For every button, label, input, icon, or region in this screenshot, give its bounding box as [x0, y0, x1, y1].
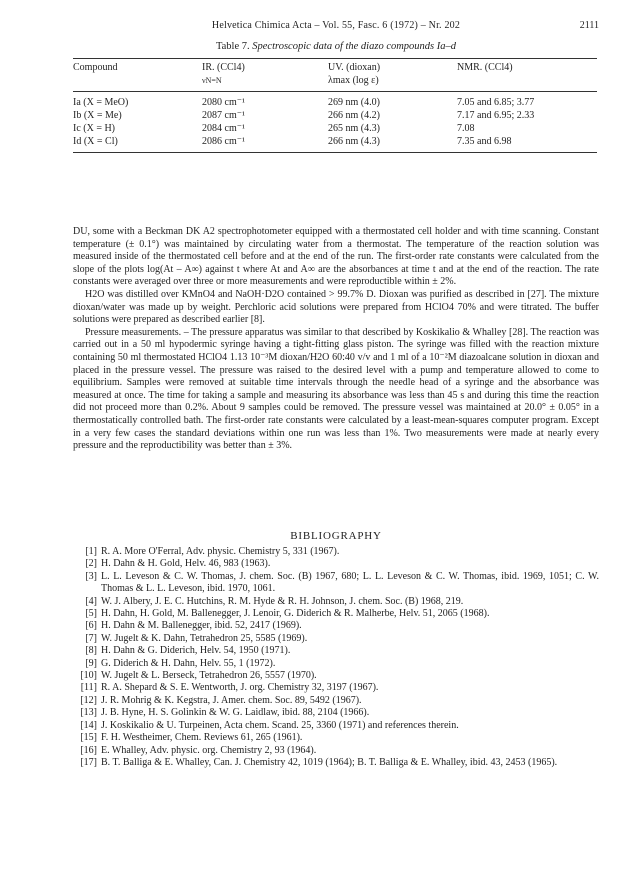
reference-number: [17]: [80, 756, 97, 768]
reference-number: [13]: [80, 707, 97, 719]
table-row: [73, 96, 597, 109]
bibliography-entry: [73, 658, 599, 670]
cell-ir: 2086 cm⁻¹: [202, 136, 245, 147]
cell-compound: Ib (X = Me): [73, 110, 122, 121]
table-bottom-rule: [73, 152, 597, 153]
table-caption-prefix: Table 7.: [215, 41, 250, 52]
bibliography-entry: [73, 571, 599, 596]
running-header: [73, 20, 599, 34]
reference-number: [8]: [85, 645, 97, 657]
cell-ir: 2084 cm⁻¹: [202, 123, 245, 134]
bibliography-entry: [73, 757, 599, 769]
table-header-row: [73, 61, 597, 74]
cell-nmr: 7.08: [457, 123, 475, 134]
bibliography-entry: [73, 645, 599, 657]
reference-text: R. A. Shepard & S. E. Wentworth, J. org. Chemistry 32, 3197 (1967).: [101, 682, 379, 694]
bibliography-entry: [73, 707, 599, 719]
reference-text: L. L. Leveson & C. W. Thomas, J. chem. Soc. (B) 1967, 680; L. L. Leveson & C. W. Thomas, ibid. 1969, 1051; C. W. Thomas & L. L. Leveson, ibid. 1970, 1061.: [101, 570, 599, 595]
bibliography-entry: [73, 596, 599, 608]
running-head: Helvetica Chimica Acta – Vol. 55, Fasc. 6 (1972) – Nr. 202: [211, 20, 461, 31]
bibliography-entry: [73, 558, 599, 570]
bibliography-entry: [73, 546, 599, 558]
table-caption: [73, 41, 599, 52]
reference-number: [15]: [80, 732, 97, 744]
cell-compound: Id (X = Cl): [73, 136, 118, 147]
reference-text: W. J. Albery, J. E. C. Hutchins, R. M. Hyde & R. H. Johnson, J. chem. Soc. (B) 1968, 219.: [101, 595, 464, 607]
bibliography-entry: [73, 682, 599, 694]
reference-number: [2]: [85, 558, 97, 570]
header-nmr: NMR. (CCl4): [457, 62, 513, 73]
bibliography-entry: [73, 732, 599, 744]
cell-nmr: 7.17 and 6.95; 2.33: [457, 110, 535, 121]
reference-text: G. Diderich & H. Dahn, Helv. 55, 1 (1972).: [101, 657, 276, 669]
reference-text: H. Dahn & M. Ballenegger, ibid. 52, 2417 (1969).: [101, 620, 302, 632]
reference-number: [1]: [85, 546, 97, 557]
cell-uv: 266 nm (4.2): [328, 110, 380, 121]
page-number: 2111: [579, 20, 599, 31]
paragraph-2: H2O was distilled over KMnO4 and NaOH·D2O contained > 99.7% D. Dioxan was purified as described in [27]. The mixture dioxan/water was made up by weight. Perchloric acid solutions were prepared from HClO4 70% and were titrated. The buffer solutions were prepared as described earlier [8].: [73, 288, 599, 326]
reference-number: [6]: [85, 620, 97, 632]
reference-number: [4]: [85, 595, 97, 607]
reference-number: [9]: [85, 657, 97, 669]
reference-text: H. Dahn & G. Diderich, Helv. 54, 1950 (1971).: [101, 645, 291, 657]
cell-uv: 265 nm (4.3): [328, 123, 380, 134]
reference-text: B. T. Balliga & E. Whalley, Can. J. Chemistry 42, 1019 (1964); B. T. Balliga & E. Whalley, ibid. 43, 2453 (1965).: [101, 756, 558, 768]
cell-uv: 269 nm (4.0): [328, 97, 380, 108]
bibliography-entry: [73, 670, 599, 682]
paragraph-1: DU, some with a Beckman DK A2 spectrophotometer equipped with a thermostated cell holder and with time scanning. Constant temperature (± 0.1°) was maintained by circulating water from a thermostat. The temperature of the reaction solution was measured inside of the thermostated cell before and at the end of the run. The first-order rate constants were calculated from the slope of the plots log(At – A∞) against t where At and A∞ are the absorbances at time t and at the end of the reaction. The rate constants were averaged over three or more measurements and were reproductible within ± 2%.: [73, 226, 599, 288]
bibliography-entry: [73, 633, 599, 645]
table-header-rule: [73, 91, 597, 92]
reference-number: [7]: [85, 632, 97, 644]
bibliography-entry: [73, 720, 599, 732]
table-caption-title: Spectroscopic data of the diazo compounds Ia–d: [252, 41, 457, 52]
header-ir: IR. (CCl4): [202, 62, 245, 73]
bibliography-list: [73, 546, 599, 769]
table-header: [73, 61, 597, 87]
body-text: [73, 226, 599, 453]
reference-number: [11]: [80, 682, 97, 694]
reference-text: R. A. More O'Ferral, Adv. physic. Chemistry 5, 331 (1967).: [101, 546, 340, 557]
bibliography-entry: [73, 620, 599, 632]
cell-ir: 2080 cm⁻¹: [202, 97, 245, 108]
reference-text: E. Whalley, Adv. physic. org. Chemistry 2, 93 (1964).: [101, 744, 317, 756]
bibliography-entry: [73, 745, 599, 757]
reference-number: [12]: [80, 694, 97, 706]
cell-compound: Ia (X = MeO): [73, 97, 129, 108]
reference-text: W. Jugelt & L. Berseck, Tetrahedron 26, 5557 (1970).: [101, 670, 317, 682]
table-subheader-row: [73, 74, 597, 87]
cell-nmr: 7.05 and 6.85; 3.77: [457, 97, 535, 108]
table-body: [73, 96, 597, 148]
header-ir-sub: νN=N: [202, 76, 222, 85]
cell-ir: 2087 cm⁻¹: [202, 110, 245, 121]
header-compound: Compound: [73, 62, 118, 73]
bibliography-entry: [73, 695, 599, 707]
reference-text: W. Jugelt & K. Dahn, Tetrahedron 25, 5585 (1969).: [101, 632, 308, 644]
cell-nmr: 7.35 and 6.98: [457, 136, 512, 147]
reference-number: [10]: [80, 670, 97, 682]
header-uv-sub: λmax (log ε): [328, 75, 379, 86]
table-row: [73, 122, 597, 135]
cell-uv: 266 nm (4.3): [328, 136, 380, 147]
reference-number: [3]: [85, 570, 97, 582]
table-row: [73, 109, 597, 122]
reference-text: J. B. Hyne, H. S. Golinkin & W. G. Laidlaw, ibid. 88, 2104 (1966).: [101, 707, 370, 719]
reference-text: F. H. Westheimer, Chem. Reviews 61, 265 (1961).: [101, 732, 303, 744]
table-top-rule: [73, 58, 597, 59]
reference-number: [5]: [85, 608, 97, 620]
reference-text: H. Dahn & H. Gold, Helv. 46, 983 (1963).: [101, 558, 271, 570]
bibliography-title: BIBLIOGRAPHY: [290, 530, 382, 542]
cell-compound: Ic (X = H): [73, 123, 116, 134]
reference-number: [14]: [80, 719, 97, 731]
reference-text: J. R. Mohrig & K. Kegstra, J. Amer. chem. Soc. 89, 5492 (1967).: [101, 694, 362, 706]
header-uv: UV. (dioxan): [328, 62, 381, 73]
bibliography-entry: [73, 608, 599, 620]
reference-text: J. Koskikalio & U. Turpeinen, Acta chem. Scand. 25, 3360 (1971) and references therein.: [101, 719, 459, 731]
reference-number: [16]: [80, 744, 97, 756]
reference-text: H. Dahn, H. Gold, M. Ballenegger, J. Lenoir, G. Diderich & R. Malherbe, Helv. 51, 2065 (1968).: [101, 608, 490, 620]
paragraph-3: Pressure measurements. – The pressure apparatus was similar to that described by Koskikalio & Whalley [28]. The reaction was carried out in a 50 ml hypodermic syringe having a tight-fitting glass piston. The syringe was filled with the reaction mixture containing 50 ml thermostated HClO4 1.13 10⁻³M dioxan/H2O 60:40 v/v and 1 ml of a 10⁻²M diazoalcane solution in dioxan and placed in the pressure vessel. The pressure was raised to the desired level with a pump and temperature allowed to come to equilibrium. Samples were removed at suitable time intervals through the needle head of a syringe and the absorbance was measured at once. The time for taking a sample and measuring its absorbance was less than 45 s and during this time the reaction did not proceed more than 0.2%. About 9 samples could be removed. The pressure vessel was maintained at 20.0° ± 0.05° in a thermostatically controlled bath. The first-order rate constants were calculated by a least-mean-squares computer program. Except in a very few cases the standard deviations within one run was less than 1%. Two measurements were made at nearly every pressure and the reproductibility was better than ± 3%.: [73, 326, 599, 452]
table-row: [73, 135, 597, 148]
